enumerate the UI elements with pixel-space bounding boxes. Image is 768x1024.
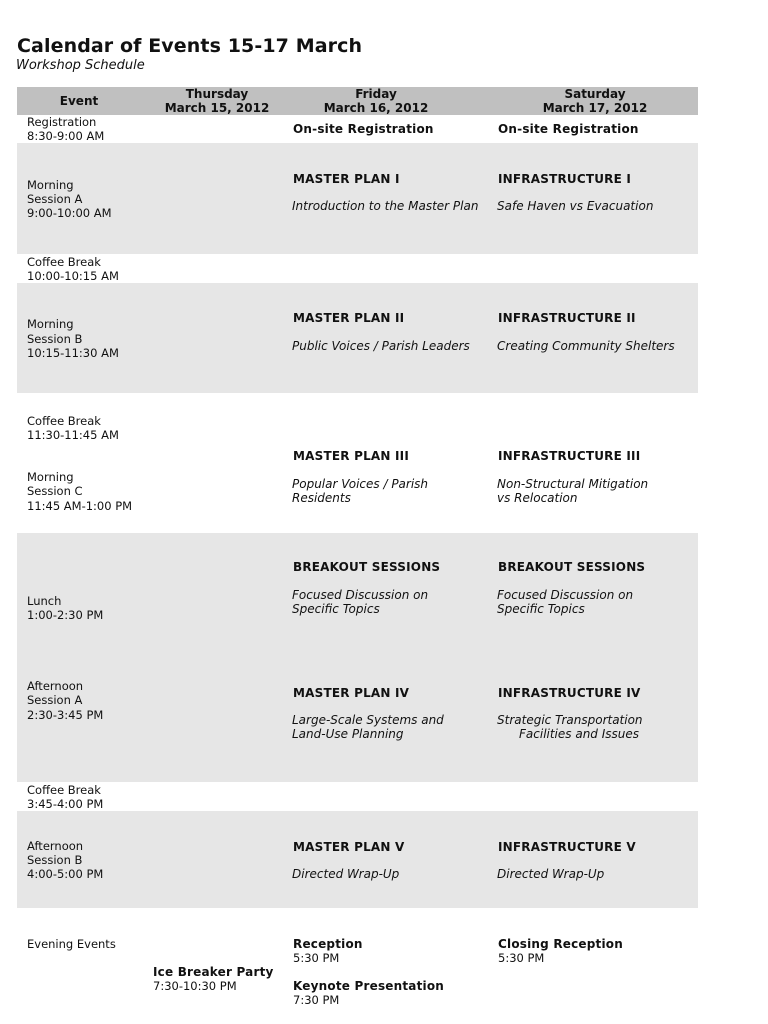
morning-a-friday-desc: Introduction to the Master Plan: [292, 199, 479, 213]
coffee-1-time: 10:00-10:15 AM: [27, 269, 119, 283]
morning-b-friday-desc: Public Voices / Parish Leaders: [292, 339, 470, 353]
lunch-friday-title: BREAKOUT SESSIONS: [293, 560, 441, 574]
evening-friday-reception-title: Reception: [293, 937, 363, 951]
row-band-afternoon-b: [17, 811, 698, 908]
row-band-morning-b: [17, 283, 698, 393]
morning-a-saturday-title: INFRASTRUCTURE I: [498, 172, 632, 186]
morning-c-friday-desc-2: Residents: [292, 491, 351, 505]
afternoon-a-friday-title: MASTER PLAN IV: [293, 686, 410, 700]
coffee-2-time: 11:30-11:45 AM: [27, 428, 119, 442]
registration-label: Registration: [27, 115, 97, 129]
morning-c-saturday-desc-2: vs Relocation: [497, 491, 578, 505]
morning-a-session: Session A: [27, 192, 83, 206]
header-thursday-day: Thursday: [185, 87, 249, 101]
afternoon-a-saturday-title: INFRASTRUCTURE IV: [498, 686, 641, 700]
morning-b-time: 10:15-11:30 AM: [27, 346, 119, 360]
coffee-3-label: Coffee Break: [27, 783, 101, 797]
page-subtitle: Workshop Schedule: [16, 58, 145, 73]
morning-c-friday-title: MASTER PLAN III: [293, 449, 410, 463]
evening-label: Evening Events: [27, 937, 116, 951]
evening-friday-reception-time: 5:30 PM: [293, 951, 340, 965]
morning-b-saturday-title: INFRASTRUCTURE II: [498, 311, 636, 325]
table-header: [17, 87, 698, 115]
header-saturday-date: March 17, 2012: [542, 101, 648, 115]
registration-friday: On-site Registration: [293, 122, 434, 136]
morning-c-saturday-title: INFRASTRUCTURE III: [498, 449, 641, 463]
lunch-saturday-desc-1: Focused Discussion on: [497, 588, 634, 602]
header-friday-date: March 16, 2012: [323, 101, 429, 115]
registration-time: 8:30-9:00 AM: [27, 129, 105, 143]
lunch-saturday-title: BREAKOUT SESSIONS: [498, 560, 646, 574]
afternoon-b-friday-desc: Directed Wrap-Up: [292, 867, 400, 881]
header-saturday: [535, 87, 655, 115]
morning-c-time: 11:45 AM-1:00 PM: [27, 499, 133, 513]
morning-b-label: Morning: [27, 317, 74, 331]
coffee-2-label: Coffee Break: [27, 414, 101, 428]
header-saturday-day: Saturday: [564, 87, 626, 101]
morning-b-session: Session B: [27, 332, 83, 346]
evening-saturday-time: 5:30 PM: [498, 951, 545, 965]
morning-a-time: 9:00-10:00 AM: [27, 206, 112, 220]
afternoon-a-friday-desc-2: Land-Use Planning: [292, 727, 404, 741]
header-friday-day: Friday: [355, 87, 397, 101]
morning-c-saturday-desc-1: Non-Structural Mitigation: [497, 477, 649, 491]
afternoon-a-time: 2:30-3:45 PM: [27, 708, 104, 722]
afternoon-a-session: Session A: [27, 693, 83, 707]
lunch-label: Lunch: [27, 594, 62, 608]
header-friday: [316, 87, 436, 115]
morning-b-saturday-desc: Creating Community Shelters: [497, 339, 675, 353]
evening-thursday-title: Ice Breaker Party: [153, 965, 274, 979]
lunch-time: 1:00-2:30 PM: [27, 608, 104, 622]
afternoon-a-label: Afternoon: [27, 679, 84, 693]
evening-friday-keynote-time: 7:30 PM: [293, 993, 340, 1007]
morning-c-session: Session C: [27, 484, 83, 498]
coffee-1-label: Coffee Break: [27, 255, 101, 269]
lunch-saturday-desc-2: Specific Topics: [497, 602, 585, 616]
evening-saturday-title: Closing Reception: [498, 937, 623, 951]
afternoon-b-session: Session B: [27, 853, 83, 867]
morning-c-friday-desc-1: Popular Voices / Parish: [292, 477, 429, 491]
lunch-friday-desc-2: Specific Topics: [292, 602, 380, 616]
page-title: Calendar of Events 15-17 March: [17, 35, 363, 57]
morning-b-friday-title: MASTER PLAN II: [293, 311, 405, 325]
morning-a-label: Morning: [27, 178, 74, 192]
morning-a-friday-title: MASTER PLAN I: [293, 172, 400, 186]
afternoon-b-label: Afternoon: [27, 839, 84, 853]
registration-saturday: On-site Registration: [498, 122, 639, 136]
afternoon-b-time: 4:00-5:00 PM: [27, 867, 104, 881]
afternoon-b-friday-title: MASTER PLAN V: [293, 840, 405, 854]
morning-c-label: Morning: [27, 470, 74, 484]
afternoon-a-friday-desc-1: Large-Scale Systems and: [292, 713, 444, 727]
morning-a-saturday-desc: Safe Haven vs Evacuation: [497, 199, 654, 213]
afternoon-b-saturday-title: INFRASTRUCTURE V: [498, 840, 636, 854]
header-thursday: [157, 87, 277, 115]
afternoon-b-saturday-desc: Directed Wrap-Up: [497, 867, 605, 881]
coffee-3-time: 3:45-4:00 PM: [27, 797, 104, 811]
lunch-friday-desc-1: Focused Discussion on: [292, 588, 429, 602]
evening-friday-keynote-title: Keynote Presentation: [293, 979, 445, 993]
evening-thursday-time: 7:30-10:30 PM: [153, 979, 237, 993]
header-thursday-date: March 15, 2012: [164, 101, 270, 115]
afternoon-a-saturday-desc-1: Strategic Transportation: [497, 713, 643, 727]
header-event: Event: [59, 94, 99, 108]
afternoon-a-saturday-desc-2: Facilities and Issues: [519, 727, 640, 741]
